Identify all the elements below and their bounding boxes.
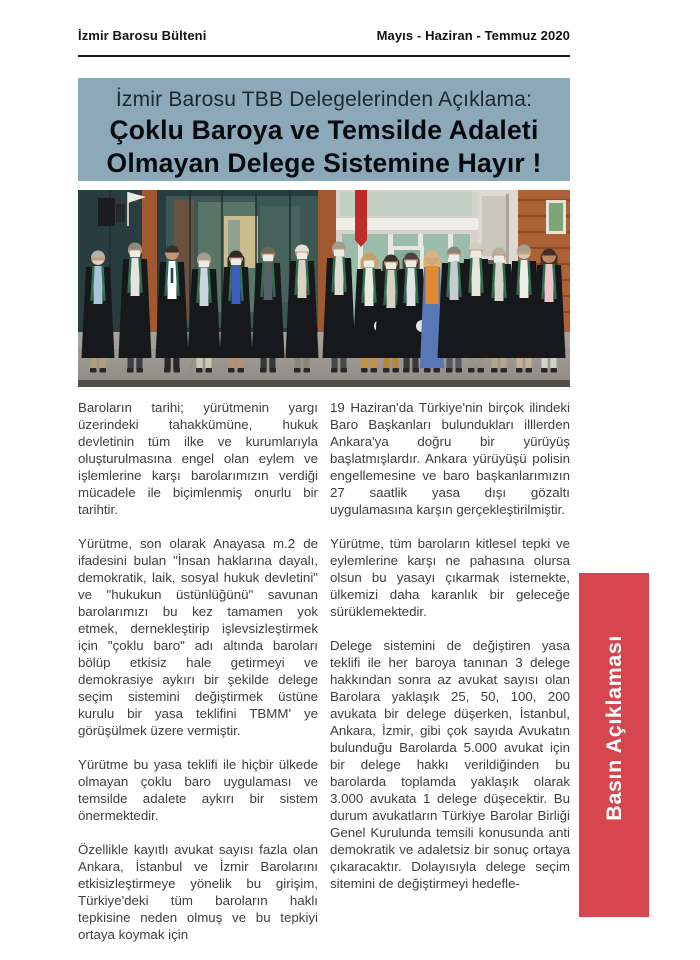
paragraph: Baroların tarihi; yürütmenin yargı üzerindeki tahakkümüne, hukuk devletinin tüm ilke ve kurumlarıyla oluşturulmasına engel olan eylem ve işlemlerine karşı barolarımızın verdiği mücadele ile biçimlenmiş onurlu bir tarihtir. — [78, 400, 318, 517]
speaker-box — [98, 198, 115, 226]
paragraph: Yürütme, son olarak Anayasa m.2 de ifadesini bulan "İnsan haklarına dayalı, demokratik, laik, sosyal hukuk devletini" ve "hukukun üstünlüğünü" savunan barolarımızı bu kez tamamen yok etmek, dernekleştirip işlevsizleştirmek için "çoklu baro" adı altında baroları bölüp etkisiz hale getirmeyi ve demokrasiye aykırı bir şekilde delege seçim sistemini değiştirmek üstüne kurulu bir yasa teklifini TBMM' ye görüşülmek üzere vermiştir. — [78, 536, 318, 738]
headline-kicker: İzmir Barosu TBB Delegelerinden Açıklama: — [115, 88, 533, 111]
bulletin-name: İzmir Barosu Bülteni — [78, 28, 207, 43]
group-photo-illustration — [78, 190, 570, 387]
headline-line2: Olmayan Delege Sistemine Hayır ! — [106, 148, 542, 178]
paragraph: Delege sistemini de değiştiren yasa teklifi ile her baroya tanınan 3 delege hakkından sonra az avukat sayısı olan Barolara yaklaşık 25, 50, 100, 200 avukata bir delege düşerken, İstanbul, Ankara, İzmir, gibi çok sayıda Avukatın bulunduğu Barolarda 5.000 avukat için bir delege hakkı verildiğinden bu barolarda toplamda yaklaşık olarak 3.000 avukata 1 delege düşecektir. Bu durum avukatların Türkiye Barolar Birliği Genel Kurulunda temsili konusunda anti demokratik ve adaletsiz bir sonuç ortaya çıkaracaktır. Dolayısıyla delege seçim sitemini de değiştirmeyi hedefle- — [330, 638, 570, 891]
section-tab — [579, 573, 649, 917]
paragraph: 19 Haziran'da Türkiye'nin birçok ilindeki Baro Başkanları bulundukları illlerden Ankara'ya doğru bir yürüyüş başlatmışlardır. Ankara yürüyüşü polisin engellemesine ve baro başkanlarımızın 27 saatlik yasa dışı gözaltı uygulamasına karşın gerçekleştirilmiştir. — [330, 400, 570, 517]
section-tab-label: Basın Açıklaması — [601, 635, 626, 821]
article-column-left — [78, 399, 318, 960]
header-divider — [78, 55, 570, 57]
group-photo — [78, 190, 570, 387]
red-flag — [355, 190, 367, 247]
paragraph: Özellikle kayıtlı avukat sayısı fazla olan Ankara, İstanbul ve İzmir Barolarını etkisizleştirmeye yönelik bu girişim, Türkiye'deki tüm baroların haklı tepkisine neden olmuş ve bu tepkiyi ortaya koymak için — [78, 842, 318, 942]
article-column-right — [330, 399, 570, 960]
paragraph: Yürütme, tüm baroların kitlesel tepki ve eylemlerine karşı ne pahasına olursa olsun bu yasayı çıkarmak istemekte, ülkemizi daha karanlık bir geleceğe sürüklemektedir. — [330, 536, 570, 619]
issue-date: Mayıs - Haziran - Temmuz 2020 — [376, 28, 570, 43]
headline-box — [78, 78, 570, 181]
headline-line1: Çoklu Baroya ve Temsilde Adaleti — [109, 115, 539, 145]
article-body — [78, 399, 570, 960]
paragraph: Yürütme bu yasa teklifi ile hiçbir ülkede olmayan çoklu baro uygulaması ve temsilde adalete aykırı bir sistem önermektedir. — [78, 757, 318, 823]
